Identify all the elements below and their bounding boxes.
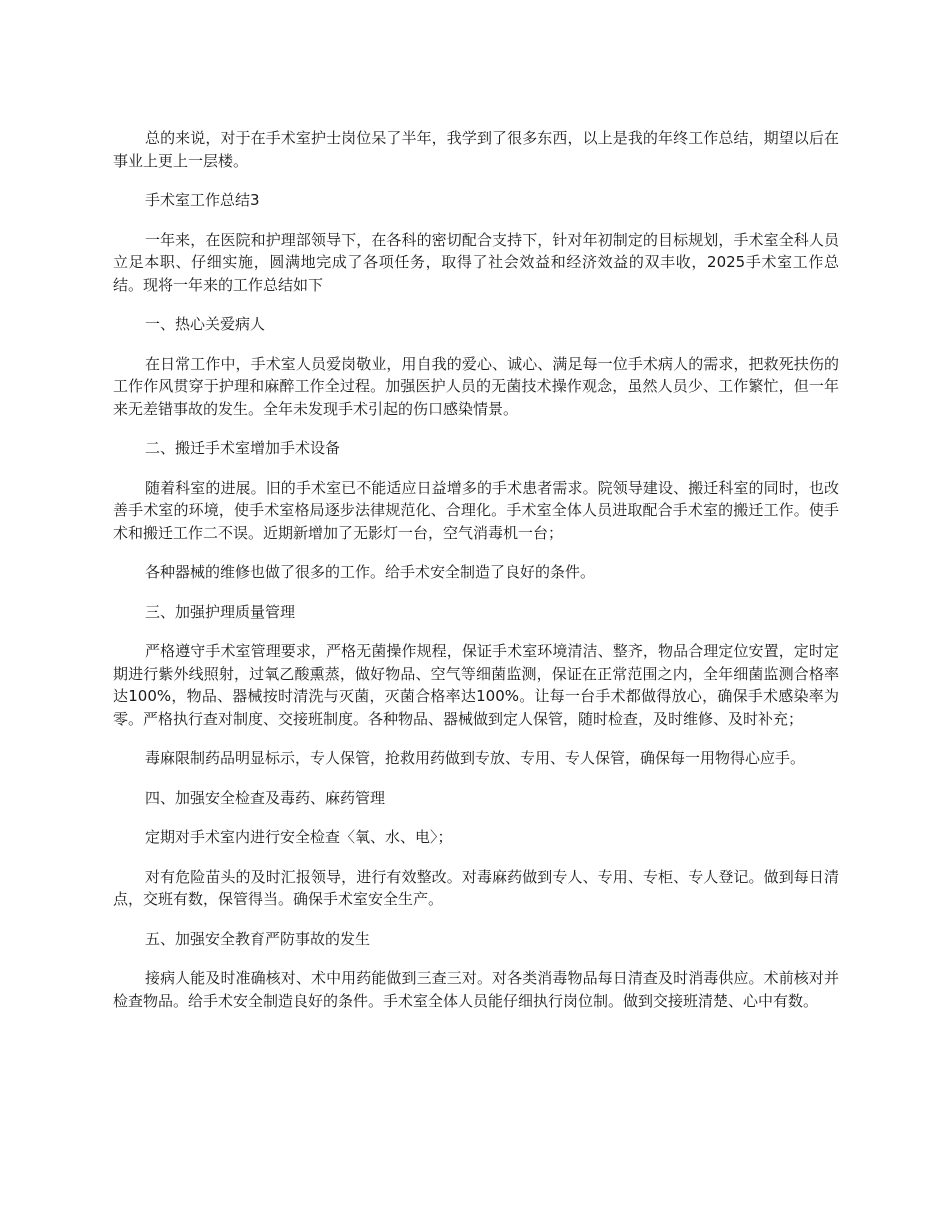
paragraph-quality: 严格遵守手术室管理要求，严格无菌操作规程，保证手术室环境清洁、整齐，物品合理定位安置，定时定期进行紫外线照射，过氧乙酸熏蒸，做好物品、空气等细菌监测，保证在正常范围之内，全年细菌监测合格率达100%，物品、器械按时清洗与灭菌，灭菌合格率达100%。让每一台手术都做得放心，确保手术感染率为零。严格执行查对制度、交接班制度。各种物品、器械做到定人保管，随时检查，及时维修、及时补充； xyxy=(113,642,839,728)
paragraph-maintenance: 各种器械的维修也做了很多的工作。给手术安全制造了良好的条件。 xyxy=(145,563,596,581)
paragraph-safety-inspection: 定期对手术室内进行安全检查〈氧、水、电〉； xyxy=(145,828,453,846)
paragraph-safety-education: 接病人能及时准确核对、术中用药能做到三查三对。对各类消毒物品每日清查及时消毒供应。术前核对并检查物品。给手术安全制造良好的条件。手术室全体人员能仔细执行岗位制。做到交接班清楚、心中有数。 xyxy=(113,969,839,1010)
heading-relocation: 二、搬迁手术室增加手术设备 xyxy=(145,439,341,457)
paragraph-intro: 一年来，在医院和护理部领导下，在各科的密切配合支持下，针对年初制定的目标规划，手术室全科人员立足本职、仔细实施，圆满地完成了各项任务，取得了社会效益和经济效益的双丰收，2025手术室工作总结。现将一年来的工作总结如下 xyxy=(113,230,839,294)
document-body xyxy=(113,127,839,1029)
section-title: 手术室工作总结3 xyxy=(145,191,260,209)
heading-quality: 三、加强护理质量管理 xyxy=(145,602,296,621)
paragraph-conclusion: 总的来说，对于在手术室护士岗位呆了半年，我学到了很多东西，以上是我的年终工作总结，期望以后在事业上更上一层楼。 xyxy=(113,129,839,170)
paragraph-rectification: 对有危险苗头的及时汇报领导，进行有效整改。对毒麻药做到专人、专用、专柜、专人登记。做到每日清点，交班有数，保管得当。确保手术室安全生产。 xyxy=(113,867,839,908)
heading-care-patients: 一、热心关爱病人 xyxy=(145,315,266,333)
heading-safety-education: 五、加强安全教育严防事故的发生 xyxy=(145,929,371,948)
paragraph-relocation: 随着科室的进展。旧的手术室已不能适应日益增多的手术患者需求。院领导建设、搬迁科室的同时，也改善手术室的环境，使手术室格局逐步法律规范化、合理化。手术室全体人员进取配合手术室的搬迁工作。使手术和搬迁工作二不误。近期新增加了无影灯一台，空气消毒机一台； xyxy=(113,478,839,542)
paragraph-care-patients: 在日常工作中，手术室人员爱岗敬业，用自我的爱心、诚心、满足每一位手术病人的需求，把救死扶伤的工作作风贯穿于护理和麻醉工作全过程。加强医护人员的无菌技术操作观念，虽然人员少、工作繁忙，但一年来无差错事故的发生。全年未发现手术引起的伤口感染情景。 xyxy=(113,354,839,418)
paragraph-controlled-drugs: 毒麻限制药品明显标示，专人保管，抢救用药做到专放、专用、专人保管，确保每一用物得心应手。 xyxy=(145,749,806,767)
heading-safety-inspection: 四、加强安全检查及毒药、麻药管理 xyxy=(145,788,386,807)
